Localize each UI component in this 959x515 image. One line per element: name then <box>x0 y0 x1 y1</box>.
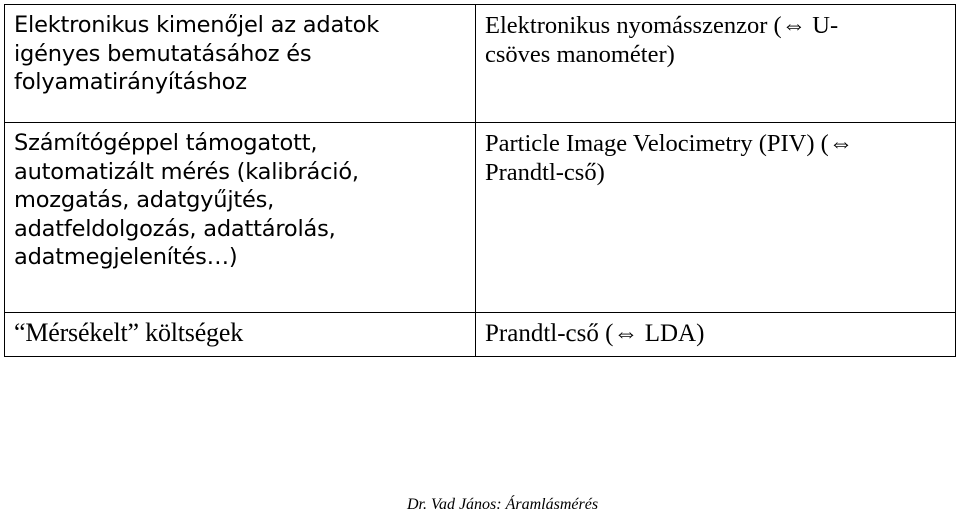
table-cell-right <box>476 123 956 313</box>
cell-text: Particle Image Velocimetry (PIV) (⇔ Prandtl-cső) <box>485 130 854 186</box>
cell-text: Számítógéppel támogatott, automatizált mérés (kalibráció, mozgatás, adatgyűjtés, adatfeldolgozás, adattárolás, adatmegjelenítés…) <box>14 130 359 270</box>
slide-footer: Dr. Vad János: Áramlásmérés <box>406 496 599 513</box>
cell-text: Prandtl-cső (⇔ LDA) <box>485 320 705 347</box>
table-row <box>5 313 956 357</box>
table-cell-right <box>476 5 956 123</box>
table-cell-left <box>5 313 476 357</box>
cell-text: Elektronikus nyomásszenzor (⇔ U- csöves manométer) <box>485 12 839 68</box>
cell-text: Elektronikus kimenőjel az adatok igényes bemutatásához és folyamatirányításhoz <box>14 12 380 95</box>
table-cell-right <box>476 313 956 357</box>
table-row <box>5 5 956 123</box>
table-cell-left <box>5 5 476 123</box>
cell-text: “Mérsékelt” költségek <box>14 318 243 347</box>
table-cell-left <box>5 123 476 313</box>
table-row <box>5 123 956 313</box>
comparison-table <box>4 4 956 357</box>
